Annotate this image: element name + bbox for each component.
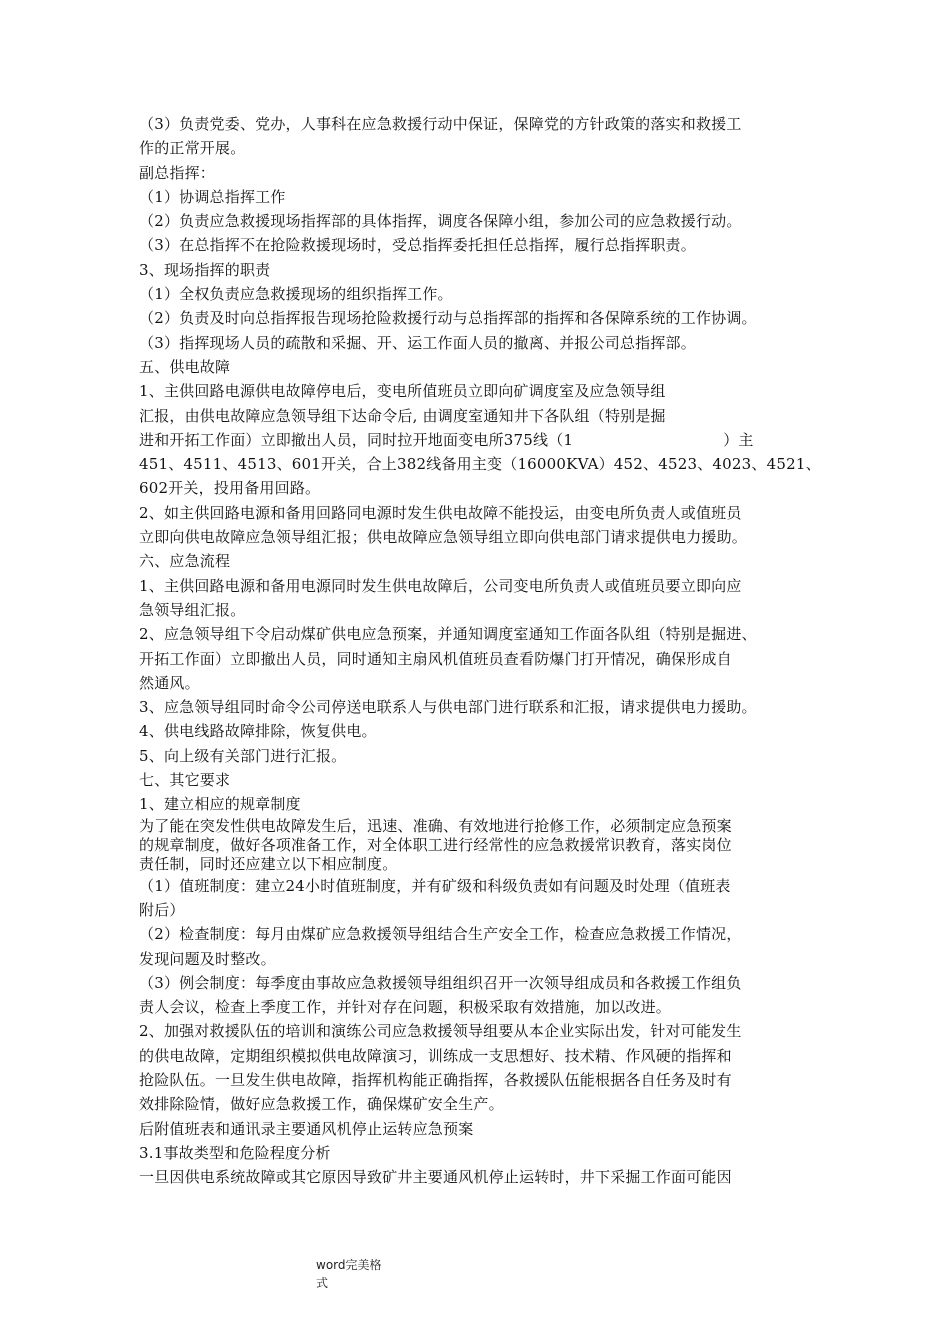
- text-line: 附后）: [139, 900, 185, 919]
- text-line: 602开关，投用备用回路。: [139, 479, 321, 498]
- text-line: 急领导组汇报。: [139, 600, 246, 619]
- text-line: 3、应急领导组同时命令公司停送电联系人与供电部门进行联系和汇报，请求提供电力援助。: [139, 698, 757, 717]
- text-line: （1）全权负责应急救援现场的组织指挥工作。: [139, 285, 453, 304]
- text-line: 1、建立相应的规章制度: [139, 795, 301, 814]
- page-footer: [316, 1256, 382, 1292]
- text-line: 4、供电线路故障排除，恢复供电。: [139, 722, 377, 741]
- text-line: （2）负责应急救援现场指挥部的具体指挥，调度各保障小组，参加公司的应急救援行动。: [139, 212, 742, 231]
- section-heading: 七、其它要求: [139, 771, 231, 790]
- text-line: 451、4511、4513、601开关，合上382线备用主变（16000KVA）452、4523、4023、4521、: [139, 455, 821, 474]
- text-line: （1）值班制度：建立24小时值班制度，并有矿级和科级负责如有问题及时处理（值班表: [139, 876, 731, 895]
- text-line: （2）负责及时向总指挥报告现场抢险救援行动与总指挥部的指挥和各保障系统的工作协调。: [139, 309, 757, 328]
- text-line: （3）指挥现场人员的疏散和采掘、开、运工作面人员的撤离、并报公司总指挥部。: [139, 333, 696, 352]
- text-line: 作的正常开展。: [139, 139, 246, 158]
- section-heading: 六、应急流程: [139, 552, 231, 571]
- document-body: [139, 112, 829, 1189]
- text-line: （3）负责党委、党办，人事科在应急救援行动中保证，保障党的方针政策的落实和救援工: [139, 115, 742, 133]
- text-line: （3）例会制度：每季度由事故应急救援领导组组织召开一次领导组成员和各救援工作组负: [139, 973, 742, 992]
- text-line: 1、主供回路电源和备用电源同时发生供电故障后，公司变电所负责人或值班员要立即向应: [139, 576, 742, 595]
- text-line: 2、如主供回路电源和备用回路同电源时发生供电故障不能投运，由变电所负责人或值班员: [139, 503, 742, 522]
- text-line: 2、加强对救援队伍的培训和演练公司应急救援领导组要从本企业实际出发，针对可能发生: [139, 1022, 742, 1041]
- text-line: 汇报，由供电故障应急领导组下达命令后, 由调度室通知井下各队组（特别是掘: [139, 406, 666, 425]
- text-line-truncated: [139, 428, 829, 452]
- text-line: 副总指挥：: [139, 163, 216, 182]
- section-heading: 3.1事故类型和危险程度分析: [139, 1143, 331, 1162]
- text-line: 责人会议，检查上季度工作，并针对存在问题，积极采取有效措施，加以改进。: [139, 998, 672, 1017]
- text-line: 后附值班表和通讯录主要通风机停止运转应急预案: [139, 1119, 474, 1138]
- text-line: 抢险队伍。一旦发生供电故障，指挥机构能正确指挥，各救援队伍能根据各自任务及时有: [139, 1070, 732, 1089]
- text-line: 为了能在突发性供电故障发生后，迅速、准确、有效地进行抢修工作，必须制定应急预案: [139, 816, 732, 835]
- text-line: 然通风。: [139, 673, 200, 692]
- clipped-gap: [573, 434, 723, 448]
- text-line: 效排除险情，做好应急救援工作，确保煤矿安全生产。: [139, 1095, 504, 1114]
- section-heading: 五、供电故障: [139, 357, 231, 376]
- text-line: 立即向供电故障应急领导组汇报；供电故障应急领导组立即向供电部门请求提供电力援助。: [139, 528, 748, 547]
- footer-line: 式: [316, 1276, 329, 1290]
- text-line: （2）检查制度：每月由煤矿应急救援领导组结合生产安全工作，检查应急救援工作情况，: [139, 925, 742, 944]
- text-line: 1、主供回路电源供电故障停电后，变电所值班员立即向矿调度室及应急领导组: [139, 382, 666, 401]
- text-line: 的规章制度，做好各项准备工作，对全体职工进行经常性的应急救援常识教育，落实岗位: [139, 835, 732, 854]
- text-line: 5、向上级有关部门进行汇报。: [139, 746, 347, 765]
- text-fragment: 进和开拓工作面）立即撤出人员，同时拉开地面变电所375线（1: [139, 430, 574, 449]
- text-line: 责任制，同时还应建立以下相应制度。: [139, 854, 398, 873]
- footer-line: word完美格: [316, 1258, 382, 1272]
- text-fragment: ）主: [723, 430, 754, 449]
- text-line: 一旦因供电系统故障或其它原因导致矿井主要通风机停止运转时，井下采掘工作面可能因: [139, 1168, 732, 1187]
- text-line: 开拓工作面）立即撤出人员，同时通知主扇风机值班员查看防爆门打开情况，确保形成自: [139, 649, 732, 668]
- text-line: （1）协调总指挥工作: [139, 187, 286, 206]
- section-heading: 3、现场指挥的职责: [139, 260, 271, 279]
- text-line: 发现问题及时整改。: [139, 949, 276, 968]
- text-line: 的供电故障，定期组织模拟供电故障演习，训练成一支思想好、技术精、作风硬的指挥和: [139, 1046, 732, 1065]
- text-line: （3）在总指挥不在抢险救援现场时，受总指挥委托担任总指挥，履行总指挥职责。: [139, 236, 696, 255]
- text-line: 2、应急领导组下令启动煤矿供电应急预案，并通知调度室通知工作面各队组（特别是掘进、: [139, 625, 757, 644]
